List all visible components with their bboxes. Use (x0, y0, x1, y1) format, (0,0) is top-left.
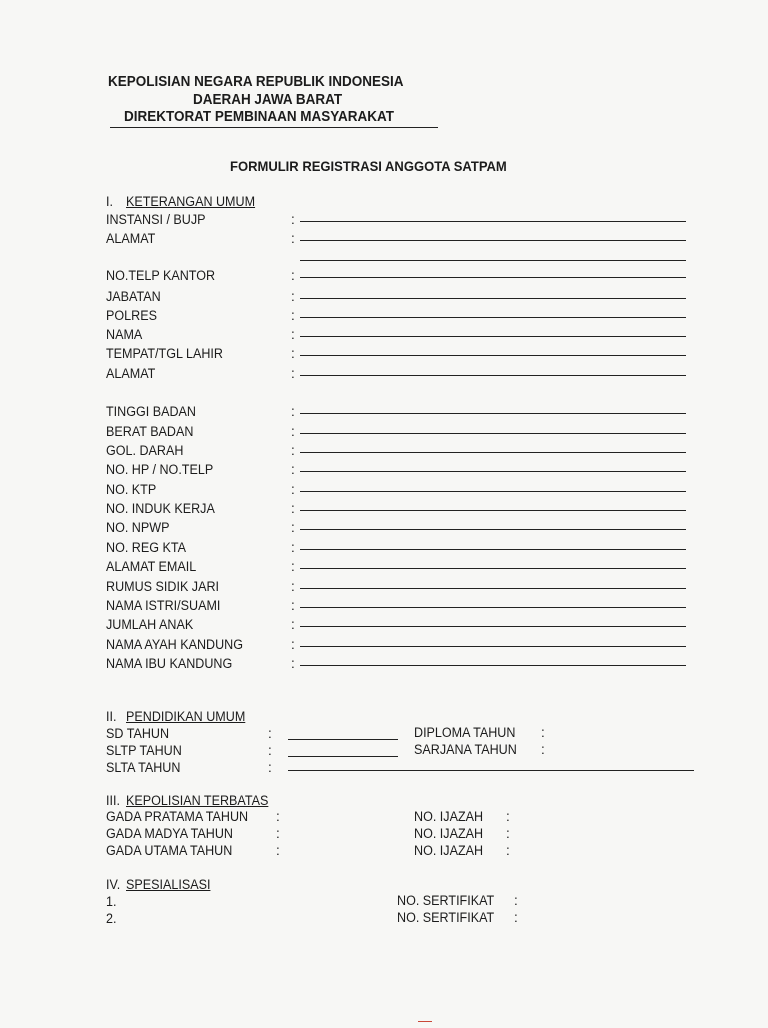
field-label: INSTANSI / BUJP (106, 212, 206, 227)
spesialisasi-item-2: 2. (106, 911, 117, 926)
section-4-number: IV. (106, 877, 121, 892)
no-ijazah-label-3: NO. IJAZAH (414, 843, 484, 858)
colon: : (291, 443, 295, 458)
field-label: NO. REG KTA (106, 540, 186, 555)
no-ijazah-label-1: NO. IJAZAH (414, 809, 484, 824)
section-2-title: PENDIDIKAN UMUM (126, 709, 246, 724)
sd-tahun-label: SD TAHUN (106, 726, 170, 741)
colon: : (291, 212, 295, 227)
field-input-line[interactable] (300, 298, 686, 299)
field-input-line[interactable] (300, 336, 686, 337)
field-label: NO. NPWP (106, 520, 170, 535)
field-label: ALAMAT EMAIL (106, 559, 197, 574)
sltp-tahun-input-line[interactable] (288, 756, 398, 757)
colon: : (291, 579, 295, 594)
section-4-title: SPESIALISASI (126, 877, 211, 892)
colon: : (276, 809, 280, 824)
colon: : (514, 910, 518, 925)
no-sertifikat-label-1: NO. SERTIFIKAT (397, 893, 495, 908)
colon: : (291, 346, 295, 361)
field-input-line[interactable] (300, 452, 686, 453)
field-label: RUMUS SIDIK JARI (106, 579, 220, 594)
colon: : (276, 826, 280, 841)
address-continuation-line[interactable] (300, 260, 686, 261)
gada-utama-label: GADA UTAMA TAHUN (106, 843, 233, 858)
field-label: NO.TELP KANTOR (106, 268, 216, 283)
colon: : (291, 617, 295, 632)
colon: : (506, 826, 510, 841)
field-input-line[interactable] (300, 240, 686, 241)
field-label: NO. INDUK KERJA (106, 501, 215, 516)
colon: : (506, 809, 510, 824)
field-label: ALAMAT (106, 366, 156, 381)
field-input-line[interactable] (300, 471, 686, 472)
field-label: NO. KTP (106, 482, 157, 497)
sd-tahun-input-line[interactable] (288, 739, 398, 740)
field-label: NAMA IBU KANDUNG (106, 656, 233, 671)
field-input-line[interactable] (300, 491, 686, 492)
colon: : (506, 843, 510, 858)
form-title: FORMULIR REGISTRASI ANGGOTA SATPAM (230, 158, 507, 174)
slta-tahun-input-line[interactable] (288, 770, 694, 771)
field-input-line[interactable] (300, 221, 686, 222)
diploma-tahun-label: DIPLOMA TAHUN (414, 725, 516, 740)
colon: : (291, 637, 295, 652)
field-input-line[interactable] (300, 529, 686, 530)
field-label: ALAMAT (106, 231, 156, 246)
colon: : (268, 760, 272, 775)
field-label: JABATAN (106, 289, 161, 304)
field-input-line[interactable] (300, 375, 686, 376)
colon: : (514, 893, 518, 908)
colon: : (291, 520, 295, 535)
colon: : (291, 559, 295, 574)
no-ijazah-label-2: NO. IJAZAH (414, 826, 484, 841)
field-input-line[interactable] (300, 277, 686, 278)
colon: : (291, 501, 295, 516)
colon: : (291, 231, 295, 246)
scan-mark: — (418, 1012, 432, 1028)
gada-pratama-label: GADA PRATAMA TAHUN (106, 809, 249, 824)
field-input-line[interactable] (300, 568, 686, 569)
colon: : (541, 725, 545, 740)
header-line-3: DIREKTORAT PEMBINAAN MASYARAKAT (124, 109, 394, 125)
colon: : (291, 598, 295, 613)
colon: : (541, 742, 545, 757)
field-label: GOL. DARAH (106, 443, 184, 458)
header-underline (110, 127, 438, 128)
field-input-line[interactable] (300, 646, 686, 647)
field-input-line[interactable] (300, 588, 686, 589)
field-label: TEMPAT/TGL LAHIR (106, 346, 223, 361)
colon: : (268, 743, 272, 758)
field-label: JUMLAH ANAK (106, 617, 194, 632)
field-label: BERAT BADAN (106, 424, 194, 439)
field-input-line[interactable] (300, 607, 686, 608)
field-label: TINGGI BADAN (106, 404, 196, 419)
colon: : (291, 482, 295, 497)
colon: : (291, 540, 295, 555)
colon: : (291, 404, 295, 419)
section-2-number: II. (106, 709, 117, 724)
field-input-line[interactable] (300, 317, 686, 318)
section-1-title: KETERANGAN UMUM (126, 194, 256, 209)
colon: : (291, 327, 295, 342)
field-label: NAMA AYAH KANDUNG (106, 637, 243, 652)
field-input-line[interactable] (300, 665, 686, 666)
field-label: NO. HP / NO.TELP (106, 462, 214, 477)
colon: : (291, 289, 295, 304)
field-label: NAMA ISTRI/SUAMI (106, 598, 221, 613)
field-input-line[interactable] (300, 355, 686, 356)
colon: : (291, 308, 295, 323)
field-label: NAMA (106, 327, 143, 342)
sltp-tahun-label: SLTP TAHUN (106, 743, 182, 758)
section-3-title: KEPOLISIAN TERBATAS (126, 793, 269, 808)
field-input-line[interactable] (300, 549, 686, 550)
sarjana-tahun-label: SARJANA TAHUN (414, 742, 517, 757)
section-3-number: III. (106, 793, 120, 808)
slta-tahun-label: SLTA TAHUN (106, 760, 181, 775)
field-input-line[interactable] (300, 510, 686, 511)
field-input-line[interactable] (300, 626, 686, 627)
header-line-1: KEPOLISIAN NEGARA REPUBLIK INDONESIA (108, 74, 404, 90)
field-input-line[interactable] (300, 433, 686, 434)
field-label: POLRES (106, 308, 157, 323)
spesialisasi-item-1: 1. (106, 894, 117, 909)
header-line-2: DAERAH JAWA BARAT (193, 92, 343, 108)
colon: : (291, 462, 295, 477)
gada-madya-label: GADA MADYA TAHUN (106, 826, 233, 841)
colon: : (291, 268, 295, 283)
colon: : (276, 843, 280, 858)
field-input-line[interactable] (300, 413, 686, 414)
colon: : (291, 656, 295, 671)
section-1-number: I. (106, 194, 113, 209)
colon: : (268, 726, 272, 741)
no-sertifikat-label-2: NO. SERTIFIKAT (397, 910, 495, 925)
colon: : (291, 424, 295, 439)
colon: : (291, 366, 295, 381)
